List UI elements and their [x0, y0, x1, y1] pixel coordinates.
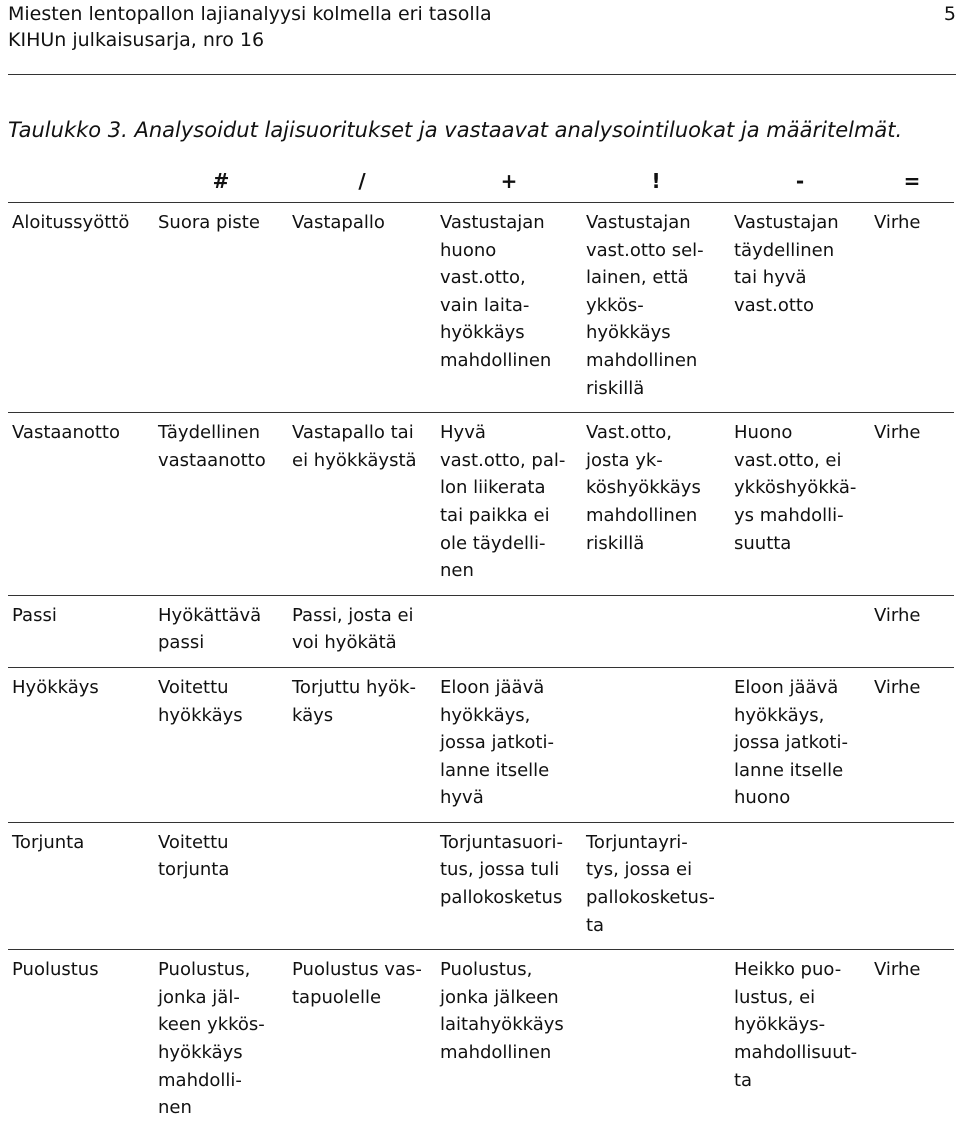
- table-row: [8, 413, 954, 596]
- table-cell: [730, 595, 870, 667]
- table-row: [8, 203, 954, 413]
- table-cell: [730, 822, 870, 949]
- row-label: Hyökkäys: [12, 676, 99, 698]
- table-cell: Torjuntayri- tys, jossa ei pallokosketus- ta: [586, 831, 715, 936]
- column-header: !: [651, 169, 661, 194]
- table-cell: Täydellinen vastaanotto: [158, 422, 266, 471]
- column-header: -: [795, 169, 805, 194]
- column-header: =: [903, 169, 921, 194]
- table-cell: Puolustus, jonka jäl- keen ykkös- hyökkäys mahdolli- nen: [158, 959, 265, 1119]
- table-cell: Eloon jäävä hyökkäys, jossa jatkoti- lanne itselle huono: [734, 676, 848, 809]
- analysis-table: [8, 162, 954, 1132]
- table-cell: Puolustus vas- tapuolelle: [292, 959, 422, 1008]
- table-caption: Taulukko 3. Analysoidut lajisuoritukset ja vastaavat analysointiluokat ja määritelmät.: [8, 118, 903, 142]
- table-cell: Vastapallo tai ei hyökkäystä: [292, 422, 417, 471]
- row-label: Puolustus: [12, 959, 99, 981]
- header-corner: [8, 162, 154, 203]
- column-header: /: [358, 169, 366, 194]
- table-cell: Virhe: [874, 212, 921, 233]
- table-cell: [582, 595, 730, 667]
- table-cell: Vastapallo: [292, 212, 385, 233]
- document-title: Miesten lentopallon lajianalyysi kolmella eri tasolla: [8, 3, 492, 25]
- table-cell: Hyvä vast.otto, pal- lon liikerata tai paikka ei ole täydelli- nen: [440, 422, 566, 582]
- publication-series: KIHUn julkaisusarja, nro 16: [8, 29, 265, 51]
- table-cell: Suora piste: [158, 212, 260, 233]
- table-cell: Vastustajan vast.otto sel- lainen, että ykkös- hyökkäys mahdollinen riskillä: [586, 212, 704, 399]
- table-cell: Vastustajan täydellinen tai hyvä vast.otto: [734, 212, 839, 316]
- table-cell: Virhe: [874, 604, 921, 626]
- table-cell: [436, 595, 582, 667]
- row-label: Aloitussyöttö: [12, 212, 130, 233]
- page-number: 5: [943, 3, 956, 25]
- table-cell: Torjuttu hyök- käys: [292, 676, 416, 726]
- table-cell: [582, 667, 730, 822]
- table-cell: Voitettu hyökkäys: [158, 676, 243, 726]
- table-row: [8, 595, 954, 667]
- table-cell: Hyökättävä passi: [158, 604, 262, 654]
- table-cell: [288, 822, 436, 949]
- table-row: [8, 950, 954, 1132]
- table-cell: Vastustajan huono vast.otto, vain laita- hyökkäys mahdollinen: [440, 212, 552, 371]
- row-label: Torjunta: [12, 831, 85, 853]
- table-cell: Huono vast.otto, ei ykköshyökkä- ys mahdolli- suutta: [734, 422, 857, 554]
- table-cell: Torjuntasuori- tus, jossa tuli pallokosketus: [440, 831, 563, 909]
- header-rule: [8, 74, 956, 75]
- table-row: [8, 667, 954, 822]
- table-cell: Virhe: [874, 422, 921, 444]
- row-label: Vastaanotto: [12, 422, 120, 444]
- table-cell: [582, 950, 730, 1132]
- table-cell: Virhe: [874, 959, 921, 981]
- table-cell: Vast.otto, josta yk- köshyökkäys mahdollinen riskillä: [586, 422, 701, 554]
- table-cell: Heikko puo- lustus, ei hyökkäys- mahdollisuut- ta: [734, 959, 858, 1091]
- table-row: [8, 822, 954, 949]
- table-header-row: [8, 162, 954, 203]
- table-cell: Passi, josta ei voi hyökätä: [292, 604, 414, 654]
- table-cell: [870, 822, 954, 949]
- table-cell: Virhe: [874, 676, 921, 698]
- row-label: Passi: [12, 604, 57, 626]
- table-cell: Eloon jäävä hyökkäys, jossa jatkoti- lanne itselle hyvä: [440, 676, 554, 809]
- table-cell: Voitettu torjunta: [158, 831, 230, 881]
- column-header: #: [212, 169, 230, 194]
- table-cell: Puolustus, jonka jälkeen laitahyökkäys mahdollinen: [440, 959, 564, 1064]
- column-header: +: [500, 169, 518, 194]
- page-header: [8, 0, 956, 76]
